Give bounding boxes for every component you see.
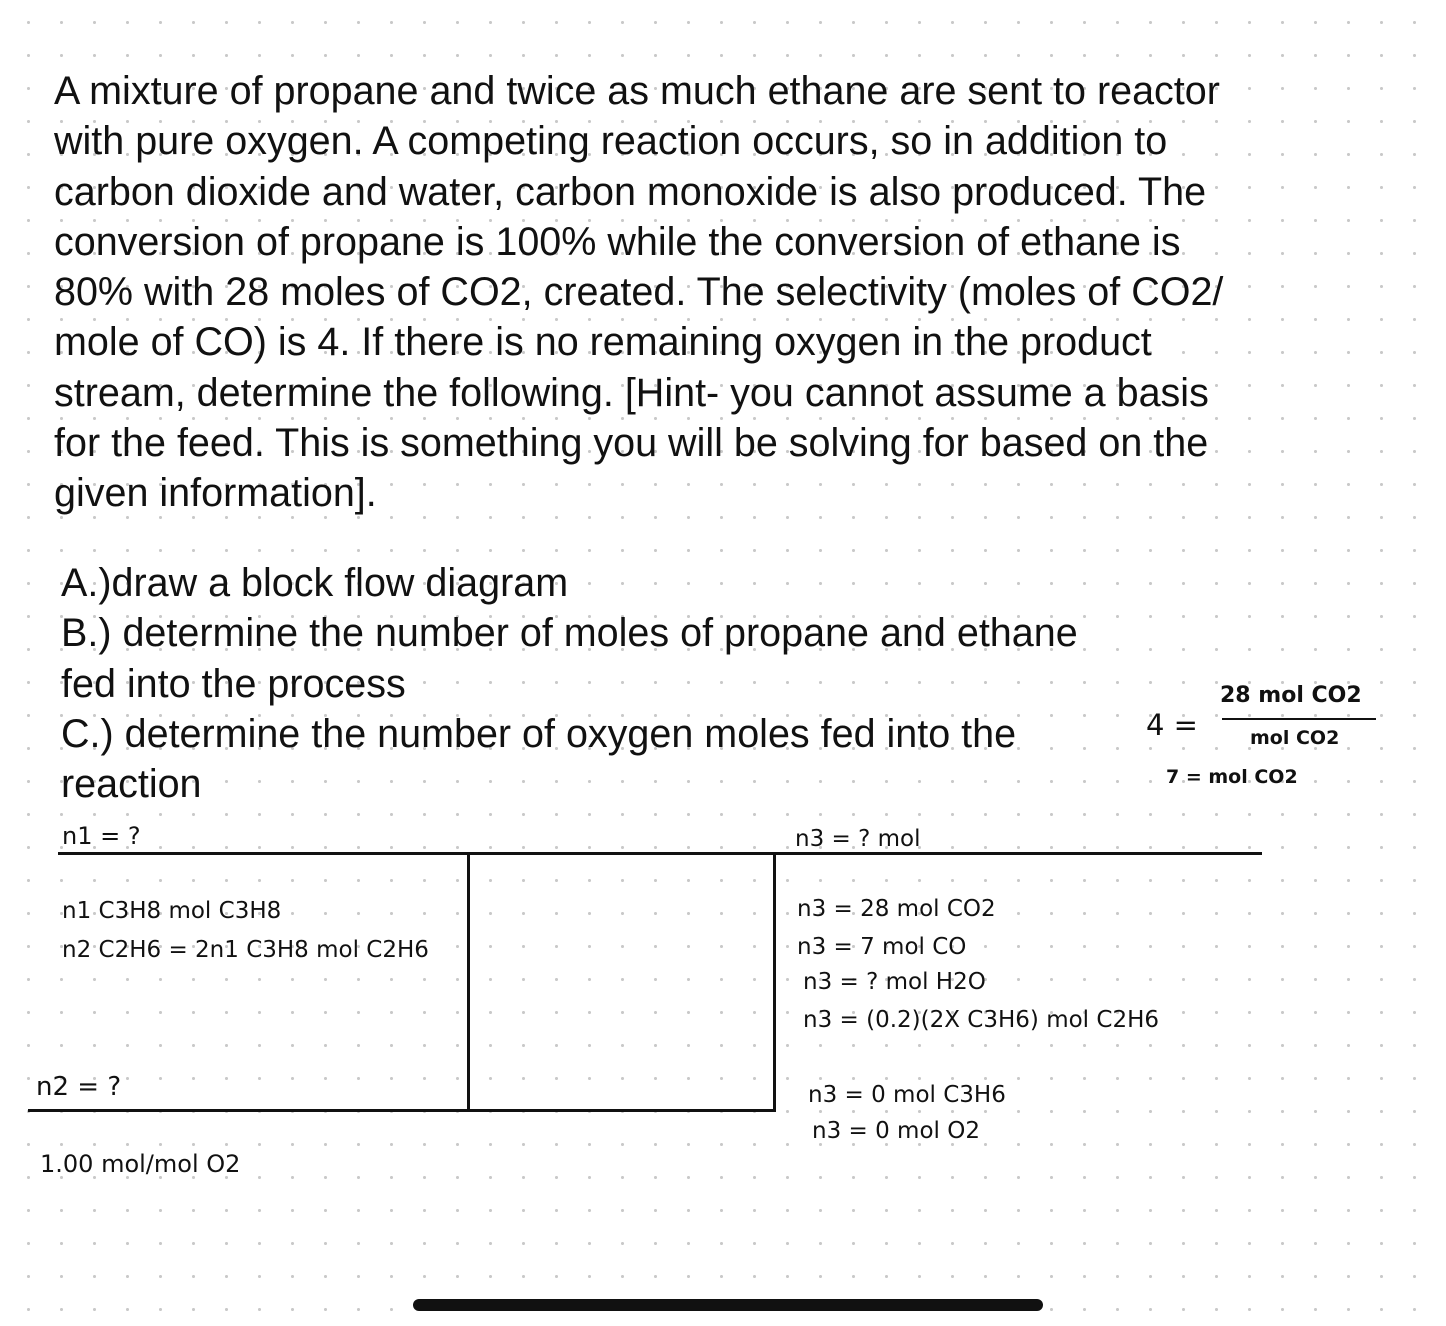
selectivity-result: 7 = mol CO2 — [1166, 766, 1298, 788]
stream-3-oxygen: n3 = 0 mol O2 — [812, 1118, 980, 1144]
stream-1-propane: n1 C3H8 mol C3H8 — [62, 898, 282, 924]
stream-3-co2: n3 = 28 mol CO2 — [797, 896, 996, 922]
problem-line: for the feed. This is something you will be solving for based on the — [54, 421, 1209, 466]
problem-line: A mixture of propane and twice as much ethane are sent to reactor — [54, 69, 1220, 113]
selectivity-left: 4 = — [1146, 708, 1198, 742]
block-right-edge — [773, 852, 776, 1112]
stream-3-label: n3 = ? mol — [795, 826, 921, 852]
problem-line: conversion of propane is 100% while the conversion of ethane is — [54, 219, 1181, 264]
question-b: B.) determine the number of moles of propane and ethane — [61, 611, 1078, 656]
block-left-edge — [467, 852, 470, 1112]
question-a: A.)draw a block flow diagram — [61, 561, 569, 605]
problem-line: stream, determine the following. [Hint- you cannot assume a basis — [54, 370, 1209, 415]
stream-1-ethane: n2 C2H6 = 2n1 C3H8 mol C2H6 — [62, 937, 429, 963]
question-c: C.) determine the number of oxygen moles fed into the — [61, 711, 1017, 756]
stream-2-line — [28, 1109, 776, 1112]
selectivity-denominator: mol CO2 — [1250, 727, 1340, 749]
problem-line: given information]. — [54, 471, 377, 516]
block-top-edge — [468, 852, 776, 855]
home-indicator[interactable] — [413, 1299, 1043, 1311]
fraction-bar — [1222, 718, 1376, 720]
stream-1-label: n1 = ? — [62, 822, 141, 850]
problem-line: carbon dioxide and water, carbon monoxide is also produced. The — [54, 169, 1207, 214]
stream-3-propane: n3 = 0 mol C3H6 — [808, 1082, 1006, 1108]
question-c-cont: reaction — [61, 762, 202, 807]
stream-3-line — [776, 852, 1262, 855]
stream-2-composition: 1.00 mol/mol O2 — [40, 1150, 241, 1178]
stream-3-co: n3 = 7 mol CO — [797, 934, 967, 960]
problem-line: mole of CO) is 4. If there is no remaining oxygen in the product — [54, 320, 1152, 365]
stream-1-line — [58, 852, 468, 855]
problem-line: with pure oxygen. A competing reaction occurs, so in addition to — [54, 119, 1168, 164]
stream-3-ethane: n3 = (0.2)(2X C3H6) mol C2H6 — [803, 1007, 1160, 1033]
stream-2-label: n2 = ? — [36, 1072, 122, 1102]
question-list — [61, 558, 1181, 809]
problem-statement — [54, 66, 1354, 519]
problem-line: 80% with 28 moles of CO2, created. The selectivity (moles of CO2/ — [54, 270, 1224, 315]
selectivity-numerator: 28 mol CO2 — [1220, 683, 1362, 708]
question-b-cont: fed into the process — [61, 661, 406, 706]
stream-3-h2o: n3 = ? mol H2O — [803, 969, 986, 995]
